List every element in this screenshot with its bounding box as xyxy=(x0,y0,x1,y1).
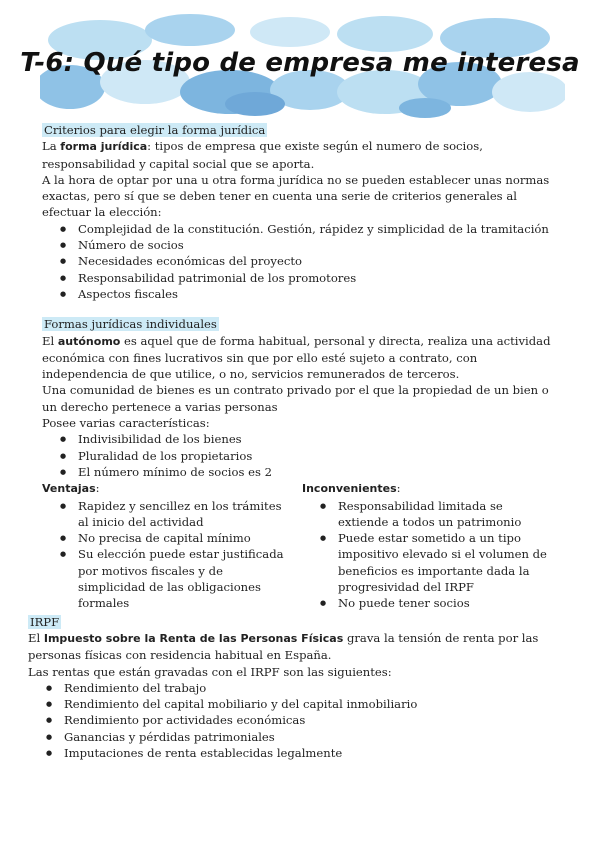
section-heading-criterios: Criterios para elegir la forma jurídica xyxy=(44,123,266,137)
list-item: ● No puede tener socios xyxy=(338,595,553,611)
paragraph: Posee varias características: xyxy=(42,416,210,431)
list-item: ● Responsabilidad patrimonial de los promotores xyxy=(78,270,562,286)
list-item: ● Ganancias y pérdidas patrimoniales xyxy=(64,729,562,745)
paragraph: El autónomo es aquel que de forma habitual, personal y directa, realiza una actividad económica con fines lucrativos sin que por ello esté sujeto a contrato, con independencia de que utilice, o no, servicios remunerados de terceros. xyxy=(42,333,551,382)
section-heading-irpf: IRPF xyxy=(30,614,60,629)
list-item: ● Número de socios xyxy=(78,237,562,253)
ventajas-label: Ventajas xyxy=(42,482,96,496)
paragraph: Las rentas que están gravadas con el IRPF son las siguientes: xyxy=(28,664,392,679)
list-item: ● Pluralidad de los propietarios xyxy=(78,448,562,464)
list-item: ● Imputaciones de renta establecidas legalmente xyxy=(64,745,562,761)
list-item: ● No precisa de capital mínimo xyxy=(78,530,293,546)
caracteristicas-list xyxy=(42,431,562,480)
list-item: ● Necesidades económicas del proyecto xyxy=(78,253,562,269)
paragraph: Una comunidad de bienes es un contrato privado por el que la propiedad de un bien o un derecho pertenece a varias personas xyxy=(42,383,549,414)
list-item: ● Puede estar sometido a un tipo impositivo elevado si el volumen de beneficios es importante dada la progresividad del IRPF xyxy=(338,530,553,595)
list-item: ● El número mínimo de socios es 2 xyxy=(78,464,562,480)
paragraph: La forma jurídica: tipos de empresa que existe según el numero de socios, responsabilidad y capital social que se aporta. xyxy=(42,139,483,171)
ventajas-column: Ventajas: ● Rapidez y sencillez en los trámites al inicio del actividad ● No precisa de capital mínimo ● Su elección puede estar justificada por motivos fiscales y de simplicidad de las obligaciones formales xyxy=(42,480,302,611)
pros-cons-columns xyxy=(42,480,562,611)
section-heading-individuales: Formas jurídicas individuales xyxy=(44,317,217,332)
list-item: ● Rendimiento del capital mobiliario y del capital inmobiliario xyxy=(64,696,562,712)
list-item: ● Responsabilidad limitada se extiende a todos un patrimonio xyxy=(338,498,553,531)
list-item: ● Complejidad de la constitución. Gestión, rápidez y simplicidad de la tramitación xyxy=(78,221,562,237)
document-body xyxy=(28,122,562,761)
page-title: T-6: Qué tipo de empresa me interesa xyxy=(20,48,580,78)
list-item: ● Indivisibilidad de los bienes xyxy=(78,431,562,447)
irpf-list xyxy=(42,680,562,761)
criterios-list xyxy=(42,221,562,302)
inconvenientes-column: Inconvenientes: ● Responsabilidad limitada se extiende a todos un patrimonio ● Puede estar sometido a un tipo impositivo elevado si el volumen de beneficios es importante dada la progresividad del IRPF ● No puede tener socios xyxy=(302,480,562,611)
list-item: ● Rendimiento por actividades económicas xyxy=(64,712,562,728)
list-item: ● Rapidez y sencillez en los trámites al inicio del actividad xyxy=(78,498,293,531)
paragraph: El Impuesto sobre la Renta de las Personas Físicas grava la tensión de renta por las personas físicas con residencia habitual en España. xyxy=(28,630,539,663)
list-item: ● Su elección puede estar justificada por motivos fiscales y de simplicidad de las obligaciones formales xyxy=(78,546,293,611)
list-item: ● Rendimiento del trabajo xyxy=(64,680,562,696)
inconvenientes-label: Inconvenientes xyxy=(302,482,397,496)
paragraph: A la hora de optar por una u otra forma jurídica no se pueden establecer unas normas exactas, pero sí que se deben tener en cuenta una serie de criterios generales al efectuar la elección: xyxy=(42,172,550,220)
list-item: ● Aspectos fiscales xyxy=(78,286,562,302)
